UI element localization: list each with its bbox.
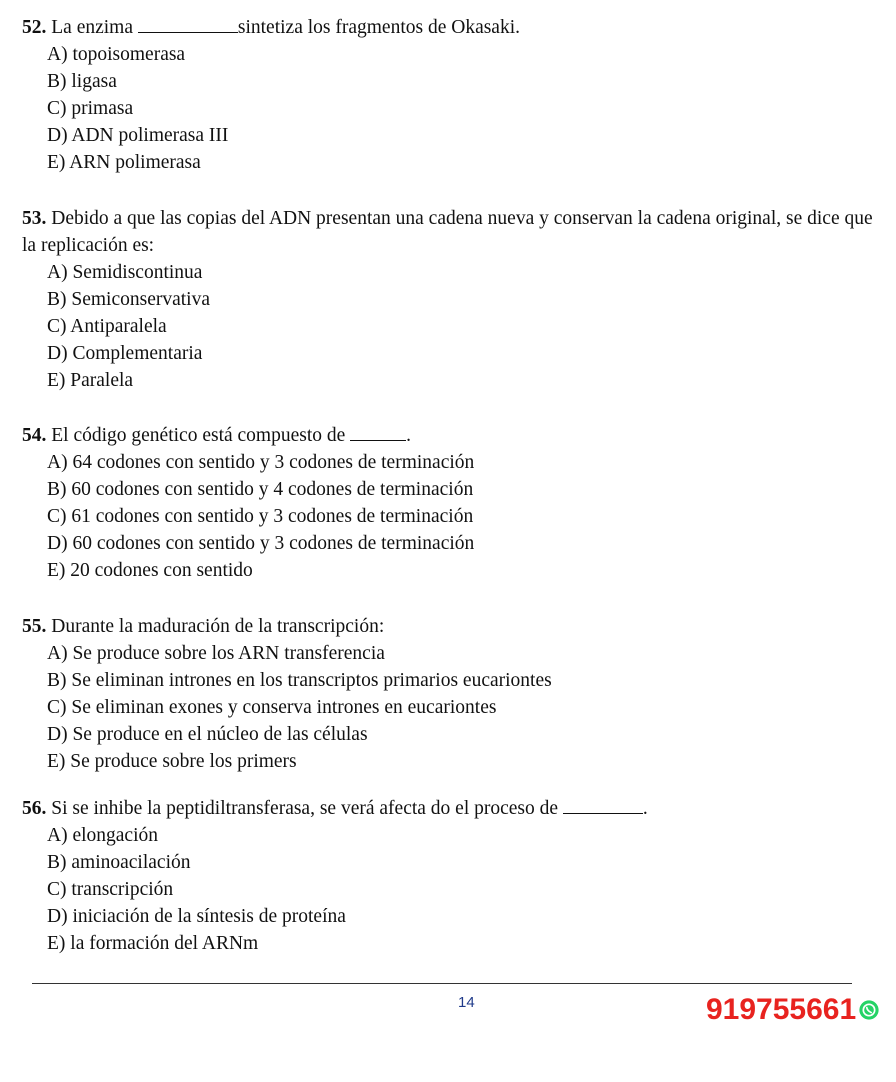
question-stem: 55. Durante la maduración de la transcripción:: [22, 616, 385, 637]
option-d[interactable]: D) iniciación de la síntesis de proteína: [47, 906, 346, 927]
whatsapp-icon: [858, 999, 880, 1021]
question-number: 53.: [22, 208, 47, 229]
answer-blank: [350, 422, 406, 441]
option-a[interactable]: A) topoisomerasa: [47, 44, 186, 65]
option-d[interactable]: D) 60 codones con sentido y 3 codones de terminación: [47, 533, 475, 554]
question-52: [22, 14, 888, 176]
option-e[interactable]: E) 20 codones con sentido: [47, 560, 253, 581]
question-stem: 52. La enzima sintetiza los fragmentos de Okasaki.: [22, 14, 888, 41]
question-53: [22, 205, 888, 394]
question-56: [22, 795, 888, 957]
options-list: [22, 41, 888, 176]
option-d[interactable]: D) Se produce en el núcleo de las células: [47, 724, 368, 745]
question-number: 54.: [22, 425, 47, 446]
option-d[interactable]: D) Complementaria: [47, 343, 203, 364]
option-b[interactable]: B) 60 codones con sentido y 4 codones de terminación: [47, 479, 474, 500]
option-a[interactable]: A) Semidiscontinua: [47, 262, 203, 283]
option-a[interactable]: A) 64 codones con sentido y 3 codones de terminación: [47, 452, 475, 473]
option-c[interactable]: C) Se eliminan exones y conserva intrones en eucariontes: [47, 697, 497, 718]
option-e[interactable]: E) Se produce sobre los primers: [47, 751, 297, 772]
option-a[interactable]: A) elongación: [47, 825, 159, 846]
answer-blank: [563, 795, 643, 814]
question-55: [22, 613, 888, 775]
phone-contact: [706, 993, 880, 1027]
option-c[interactable]: C) primasa: [47, 98, 134, 119]
page-number: 14: [458, 994, 475, 1011]
option-a[interactable]: A) Se produce sobre los ARN transferencia: [47, 643, 385, 664]
question-stem: 53. Debido a que las copias del ADN presentan una cadena nueva y conservan la cadena original, se dice que la replicación es:: [22, 208, 873, 256]
question-54: [22, 422, 888, 584]
question-number: 55.: [22, 616, 47, 637]
footer-divider: [32, 983, 852, 984]
options-list: [22, 259, 888, 394]
option-b[interactable]: B) Semiconservativa: [47, 289, 210, 310]
question-number: 56.: [22, 798, 47, 819]
option-c[interactable]: C) Antiparalela: [47, 316, 167, 337]
option-c[interactable]: C) 61 codones con sentido y 3 codones de terminación: [47, 506, 474, 527]
options-list: [22, 640, 888, 775]
option-b[interactable]: B) Se eliminan intrones en los transcriptos primarios eucariontes: [47, 670, 552, 691]
question-stem: 56. Si se inhibe la peptidiltransferasa, se verá afecta do el proceso de .: [22, 795, 888, 822]
option-e[interactable]: E) Paralela: [47, 370, 134, 391]
option-b[interactable]: B) aminoacilación: [47, 852, 191, 873]
option-d[interactable]: D) ADN polimerasa III: [47, 125, 229, 146]
question-number: 52.: [22, 17, 47, 38]
question-stem: 54. El código genético está compuesto de .: [22, 422, 888, 449]
option-e[interactable]: E) la formación del ARNm: [47, 933, 259, 954]
phone-number: 919755661: [706, 993, 857, 1026]
option-e[interactable]: E) ARN polimerasa: [47, 152, 201, 173]
options-list: [22, 822, 888, 957]
answer-blank: [138, 14, 238, 33]
option-b[interactable]: B) ligasa: [47, 71, 117, 92]
options-list: [22, 449, 888, 584]
option-c[interactable]: C) transcripción: [47, 879, 174, 900]
